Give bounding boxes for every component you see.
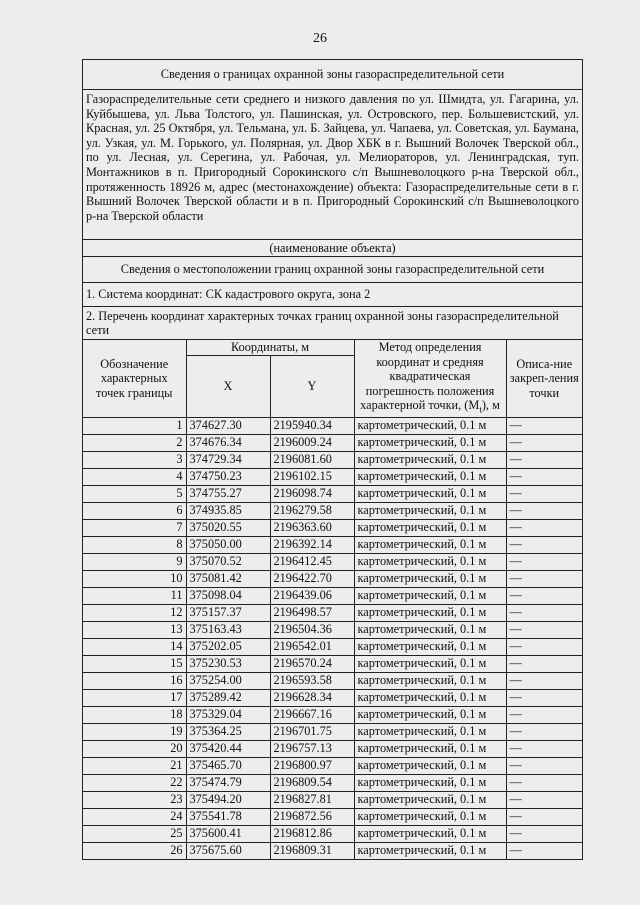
fixing-cell: — — [506, 723, 582, 740]
fixing-cell: — — [506, 485, 582, 502]
y-coordinate-cell: 2196009.24 — [270, 434, 354, 451]
x-coordinate-cell: 375202.05 — [186, 638, 270, 655]
x-coordinate-cell: 374750.23 — [186, 468, 270, 485]
point-number-cell: 3 — [83, 451, 186, 468]
table-row — [83, 655, 582, 672]
point-number-cell: 1 — [83, 417, 186, 434]
method-cell: картометрический, 0.1 м — [354, 604, 506, 621]
method-cell: картометрический, 0.1 м — [354, 842, 506, 859]
fixing-cell: — — [506, 570, 582, 587]
table-row — [83, 672, 582, 689]
method-cell: картометрический, 0.1 м — [354, 706, 506, 723]
method-cell: картометрический, 0.1 м — [354, 723, 506, 740]
method-cell: картометрический, 0.1 м — [354, 451, 506, 468]
table-row — [83, 808, 582, 825]
table-row — [83, 621, 582, 638]
y-coordinate-cell: 2196809.31 — [270, 842, 354, 859]
table-row — [83, 434, 582, 451]
fixing-cell: — — [506, 451, 582, 468]
fixing-cell: — — [506, 672, 582, 689]
x-coordinate-cell: 375474.79 — [186, 774, 270, 791]
y-coordinate-cell: 2196812.86 — [270, 825, 354, 842]
y-coordinate-cell: 2195940.34 — [270, 417, 354, 434]
header-x: X — [186, 356, 270, 418]
x-coordinate-cell: 375675.60 — [186, 842, 270, 859]
point-number-cell: 22 — [83, 774, 186, 791]
method-cell: картометрический, 0.1 м — [354, 757, 506, 774]
fixing-cell: — — [506, 689, 582, 706]
x-coordinate-cell: 375600.41 — [186, 825, 270, 842]
fixing-cell: — — [506, 417, 582, 434]
method-cell: картометрический, 0.1 м — [354, 417, 506, 434]
y-coordinate-cell: 2196363.60 — [270, 519, 354, 536]
table-row — [83, 587, 582, 604]
fixing-cell: — — [506, 706, 582, 723]
fixing-cell: — — [506, 621, 582, 638]
table-row — [83, 740, 582, 757]
header-method: Метод определения координат и средняя квадратическая погрешность положения характерной точки, $(M_t)$, м — [354, 340, 506, 417]
x-coordinate-cell: 375070.52 — [186, 553, 270, 570]
method-cell: картометрический, 0.1 м — [354, 621, 506, 638]
point-number-cell: 11 — [83, 587, 186, 604]
point-number-cell: 12 — [83, 604, 186, 621]
y-coordinate-cell: 2196412.45 — [270, 553, 354, 570]
x-coordinate-cell: 374935.85 — [186, 502, 270, 519]
method-cell: картометрический, 0.1 м — [354, 434, 506, 451]
coordinates-table — [83, 340, 582, 859]
point-number-cell: 15 — [83, 655, 186, 672]
table-row — [83, 604, 582, 621]
y-coordinate-cell: 2196439.06 — [270, 587, 354, 604]
method-cell: картометрический, 0.1 м — [354, 502, 506, 519]
x-coordinate-cell: 374627.30 — [186, 417, 270, 434]
fixing-cell: — — [506, 655, 582, 672]
header-point: Обозначение характерных точек границы — [83, 340, 186, 417]
fixing-cell: — — [506, 587, 582, 604]
x-coordinate-cell: 375289.42 — [186, 689, 270, 706]
x-coordinate-cell: 375230.53 — [186, 655, 270, 672]
fixing-cell: — — [506, 536, 582, 553]
table-row — [83, 451, 582, 468]
y-coordinate-cell: 2196809.54 — [270, 774, 354, 791]
object-caption: (наименование объекта) — [83, 240, 582, 257]
table-row — [83, 417, 582, 434]
boundary-form — [82, 59, 583, 860]
fixing-cell: — — [506, 774, 582, 791]
y-coordinate-cell: 2196392.14 — [270, 536, 354, 553]
y-coordinate-cell: 2196593.58 — [270, 672, 354, 689]
method-cell: картометрический, 0.1 м — [354, 655, 506, 672]
method-cell: картометрический, 0.1 м — [354, 740, 506, 757]
point-number-cell: 4 — [83, 468, 186, 485]
x-coordinate-cell: 375494.20 — [186, 791, 270, 808]
object-description: Газораспределительные сети среднего и низкого давления по ул. Шмидта, ул. Гагарина, ул. Куйбышева, ул. Льва Толстого, ул. Пашинская, ул. Островского, пер. Большевистский, ул. Красная, ул. 25 Октября, ул. Тельмана, ул. Б. Зайцева, ул. Чапаева, ул. Советская, ул. Баумана, ул. Узкая, ул. М. Горького, ул. Полярная, ул. Двор ХБК в г. Вышний Волочек Тверской обл., по ул. Лесная, ул. Серегина, ул. Рабочая, ул. Мелиораторов, ул. Ленинградская, туп. Монтажников в п. Пригородный Сорокинского с/п Вышневолоцкого р-на Тверской обл., протяженность 18926 м, адрес (местонахождение) объекта: Газораспределительные сети в г. Вышний Волочек Тверской области и в п. Пригородный Сорокинский с/п Вышневолоцкого р-на Тверской области — [83, 90, 582, 240]
fixing-cell: — — [506, 604, 582, 621]
table-row — [83, 774, 582, 791]
point-number-cell: 19 — [83, 723, 186, 740]
fixing-cell: — — [506, 434, 582, 451]
method-cell: картометрический, 0.1 м — [354, 536, 506, 553]
x-coordinate-cell: 375081.42 — [186, 570, 270, 587]
point-number-cell: 25 — [83, 825, 186, 842]
fixing-cell: — — [506, 553, 582, 570]
x-coordinate-cell: 375254.00 — [186, 672, 270, 689]
table-row — [83, 638, 582, 655]
table-row — [83, 825, 582, 842]
y-coordinate-cell: 2196827.81 — [270, 791, 354, 808]
x-coordinate-cell: 375157.37 — [186, 604, 270, 621]
method-cell: картометрический, 0.1 м — [354, 791, 506, 808]
coordinates-list-title: 2. Перечень координат характерных точках границ охранной зоны газораспределительной сети — [83, 307, 582, 340]
page-number: 26 — [313, 31, 327, 46]
y-coordinate-cell: 2196701.75 — [270, 723, 354, 740]
fixing-cell: — — [506, 468, 582, 485]
fixing-cell: — — [506, 842, 582, 859]
y-coordinate-cell: 2196757.13 — [270, 740, 354, 757]
x-coordinate-cell: 375364.25 — [186, 723, 270, 740]
table-row — [83, 502, 582, 519]
y-coordinate-cell: 2196667.16 — [270, 706, 354, 723]
method-cell: картометрический, 0.1 м — [354, 468, 506, 485]
method-cell: картометрический, 0.1 м — [354, 774, 506, 791]
table-row — [83, 791, 582, 808]
y-coordinate-cell: 2196872.56 — [270, 808, 354, 825]
method-cell: картометрический, 0.1 м — [354, 587, 506, 604]
point-number-cell: 21 — [83, 757, 186, 774]
point-number-cell: 26 — [83, 842, 186, 859]
fixing-cell: — — [506, 638, 582, 655]
table-row — [83, 706, 582, 723]
x-coordinate-cell: 374729.34 — [186, 451, 270, 468]
point-number-cell: 6 — [83, 502, 186, 519]
y-coordinate-cell: 2196279.58 — [270, 502, 354, 519]
coordinate-system: 1. Система координат: СК кадастрового округа, зона 2 — [83, 283, 582, 307]
point-number-cell: 9 — [83, 553, 186, 570]
method-cell: картометрический, 0.1 м — [354, 519, 506, 536]
point-number-cell: 24 — [83, 808, 186, 825]
y-coordinate-cell: 2196800.97 — [270, 757, 354, 774]
x-coordinate-cell: 375050.00 — [186, 536, 270, 553]
point-number-cell: 23 — [83, 791, 186, 808]
x-coordinate-cell: 375541.78 — [186, 808, 270, 825]
point-number-cell: 2 — [83, 434, 186, 451]
y-coordinate-cell: 2196570.24 — [270, 655, 354, 672]
method-cell: картометрический, 0.1 м — [354, 825, 506, 842]
y-coordinate-cell: 2196422.70 — [270, 570, 354, 587]
table-row — [83, 553, 582, 570]
location-title: Сведения о местоположении границ охранной зоны газораспределительной сети — [83, 257, 582, 283]
point-number-cell: 13 — [83, 621, 186, 638]
table-row — [83, 842, 582, 859]
table-row — [83, 468, 582, 485]
point-number-cell: 16 — [83, 672, 186, 689]
method-cell: картометрический, 0.1 м — [354, 485, 506, 502]
table-row — [83, 519, 582, 536]
method-cell: картометрический, 0.1 м — [354, 672, 506, 689]
y-coordinate-cell: 2196102.15 — [270, 468, 354, 485]
table-row — [83, 570, 582, 587]
table-row — [83, 689, 582, 706]
point-number-cell: 20 — [83, 740, 186, 757]
table-row — [83, 485, 582, 502]
x-coordinate-cell: 375020.55 — [186, 519, 270, 536]
x-coordinate-cell: 375329.04 — [186, 706, 270, 723]
y-coordinate-cell: 2196081.60 — [270, 451, 354, 468]
point-number-cell: 18 — [83, 706, 186, 723]
fixing-cell: — — [506, 791, 582, 808]
y-coordinate-cell: 2196542.01 — [270, 638, 354, 655]
header-y: Y — [270, 356, 354, 418]
table-row — [83, 536, 582, 553]
header-coordinates: Координаты, м — [186, 340, 354, 356]
fixing-cell: — — [506, 519, 582, 536]
method-cell: картометрический, 0.1 м — [354, 689, 506, 706]
y-coordinate-cell: 2196628.34 — [270, 689, 354, 706]
y-coordinate-cell: 2196098.74 — [270, 485, 354, 502]
x-coordinate-cell: 375465.70 — [186, 757, 270, 774]
point-number-cell: 5 — [83, 485, 186, 502]
point-number-cell: 17 — [83, 689, 186, 706]
form-title: Сведения о границах охранной зоны газораспределительной сети — [83, 60, 582, 90]
method-cell: картометрический, 0.1 м — [354, 553, 506, 570]
method-cell: картометрический, 0.1 м — [354, 638, 506, 655]
y-coordinate-cell: 2196504.36 — [270, 621, 354, 638]
fixing-cell: — — [506, 502, 582, 519]
header-fixing: Описа-ние закреп-ления точки — [506, 340, 582, 417]
x-coordinate-cell: 375163.43 — [186, 621, 270, 638]
fixing-cell: — — [506, 808, 582, 825]
point-number-cell: 8 — [83, 536, 186, 553]
point-number-cell: 7 — [83, 519, 186, 536]
table-row — [83, 723, 582, 740]
fixing-cell: — — [506, 740, 582, 757]
point-number-cell: 14 — [83, 638, 186, 655]
table-row — [83, 757, 582, 774]
point-number-cell: 10 — [83, 570, 186, 587]
x-coordinate-cell: 375098.04 — [186, 587, 270, 604]
x-coordinate-cell: 374676.34 — [186, 434, 270, 451]
x-coordinate-cell: 374755.27 — [186, 485, 270, 502]
fixing-cell: — — [506, 825, 582, 842]
x-coordinate-cell: 375420.44 — [186, 740, 270, 757]
method-cell: картометрический, 0.1 м — [354, 570, 506, 587]
y-coordinate-cell: 2196498.57 — [270, 604, 354, 621]
method-cell: картометрический, 0.1 м — [354, 808, 506, 825]
fixing-cell: — — [506, 757, 582, 774]
